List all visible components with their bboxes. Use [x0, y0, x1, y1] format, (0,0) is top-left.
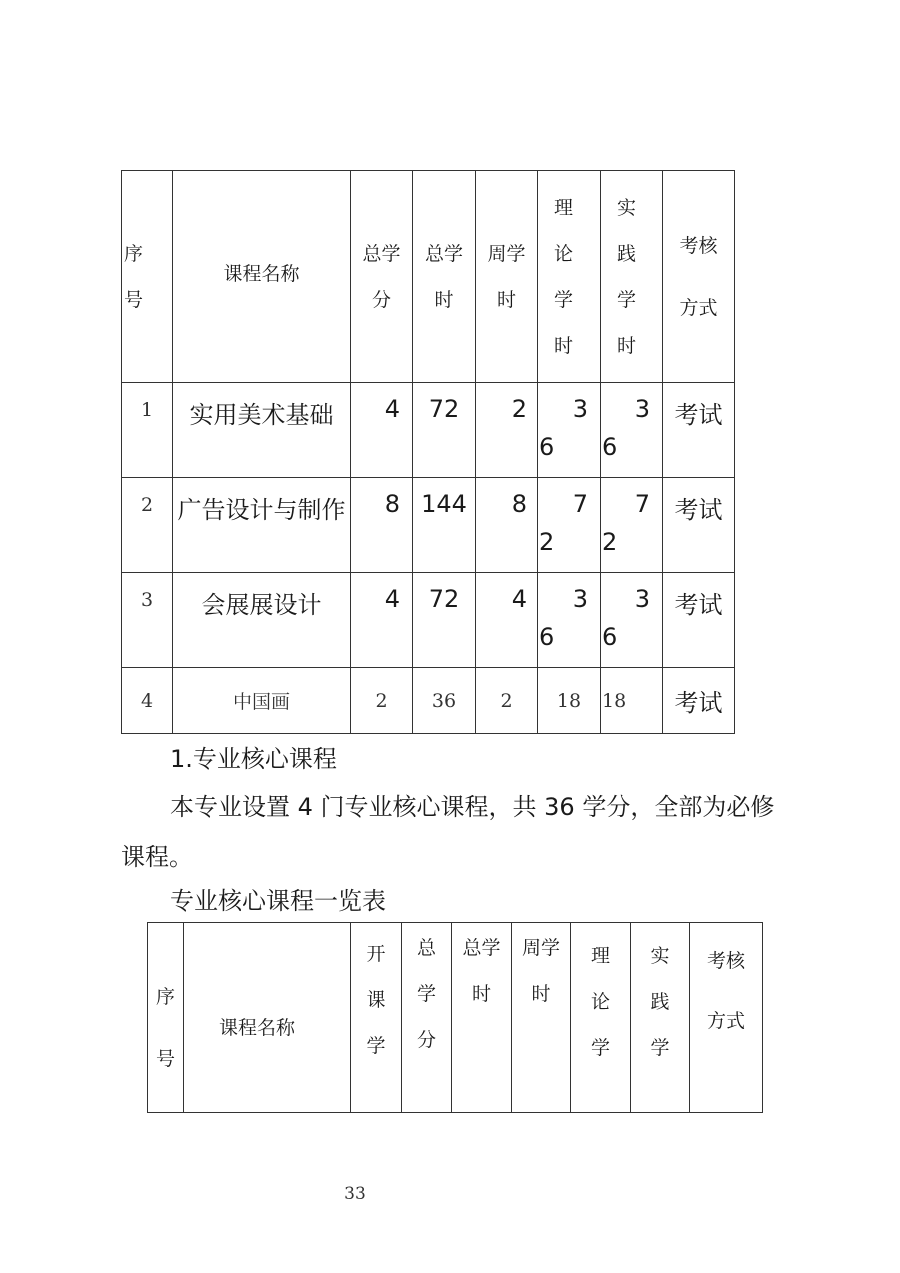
- row-credits: 2: [351, 668, 413, 734]
- header-seq: 序 号: [122, 171, 173, 383]
- paragraph-line-2: 课程。: [121, 843, 193, 871]
- page-number: 33: [344, 1184, 366, 1204]
- row-hours: 144: [413, 478, 476, 573]
- row-exam: 考试: [663, 383, 735, 478]
- header-total-credits: 总 学 分: [402, 923, 452, 1113]
- row-weekly: 8: [476, 478, 538, 573]
- core-course-table: [147, 922, 763, 1113]
- row-hours: 72: [413, 383, 476, 478]
- row-seq: 3: [122, 573, 173, 668]
- row-theory: 3 6: [538, 573, 601, 668]
- table1-header-row: [122, 171, 735, 383]
- row-course-name: 中国画: [173, 668, 351, 734]
- header-total-credits: 总学 分: [351, 171, 413, 383]
- row-course-name: 广告设计与制作: [173, 478, 351, 573]
- header-semester: 开 课 学: [351, 923, 402, 1113]
- row-theory: 3 6: [538, 383, 601, 478]
- row-credits: 8: [351, 478, 413, 573]
- header-theory-hours: 理 论 学: [571, 923, 631, 1113]
- table-row: [122, 668, 735, 734]
- row-credits: 4: [351, 573, 413, 668]
- row-hours: 72: [413, 573, 476, 668]
- header-practice-hours: 实 践 学: [631, 923, 690, 1113]
- header-exam-method: 考核 方式: [690, 923, 763, 1113]
- row-theory: 18: [538, 668, 601, 734]
- row-weekly: 2: [476, 383, 538, 478]
- table-title: 专业核心课程一览表: [170, 887, 386, 915]
- paragraph-line-1: 本专业设置 4 门专业核心课程，共 36 学分，全部为必修: [170, 793, 775, 821]
- row-credits: 4: [351, 383, 413, 478]
- row-practice: 18: [601, 668, 663, 734]
- header-practice-hours: 实 践 学 时: [601, 171, 663, 383]
- table2-header-row: [148, 923, 763, 1113]
- row-practice: 7 2: [601, 478, 663, 573]
- course-table-1: [121, 170, 735, 734]
- row-seq: 4: [122, 668, 173, 734]
- row-exam: 考试: [663, 573, 735, 668]
- header-total-hours: 总学 时: [452, 923, 512, 1113]
- header-weekly-hours: 周学 时: [476, 171, 538, 383]
- row-exam: 考试: [663, 668, 735, 734]
- table-row: [122, 478, 735, 573]
- row-weekly: 2: [476, 668, 538, 734]
- header-course-name: 课程名称: [184, 923, 351, 1113]
- row-practice: 3 6: [601, 383, 663, 478]
- row-hours: 36: [413, 668, 476, 734]
- row-course-name: 会展展设计: [173, 573, 351, 668]
- row-exam: 考试: [663, 478, 735, 573]
- section-heading: 1.专业核心课程: [170, 745, 337, 773]
- table-row: [122, 383, 735, 478]
- header-seq: 序 号: [148, 923, 184, 1113]
- row-practice: 3 6: [601, 573, 663, 668]
- row-theory: 7 2: [538, 478, 601, 573]
- header-exam-method: 考核 方式: [663, 171, 735, 383]
- row-weekly: 4: [476, 573, 538, 668]
- header-course-name: 课程名称: [173, 171, 351, 383]
- header-theory-hours: 理 论 学 时: [538, 171, 601, 383]
- row-seq: 2: [122, 478, 173, 573]
- table-row: [122, 573, 735, 668]
- row-seq: 1: [122, 383, 173, 478]
- header-weekly-hours: 周学 时: [512, 923, 571, 1113]
- row-course-name: 实用美术基础: [173, 383, 351, 478]
- header-total-hours: 总学 时: [413, 171, 476, 383]
